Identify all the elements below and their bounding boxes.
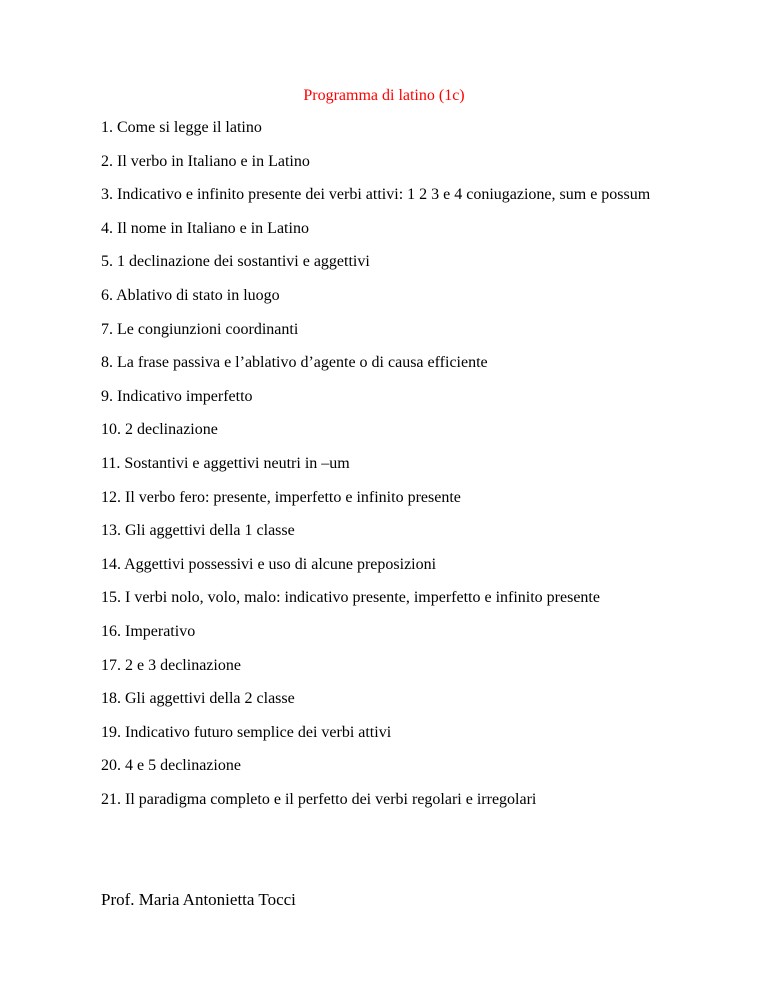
topic-item: 11. Sostantivi e aggettivi neutri in –um	[101, 454, 350, 472]
topic-item: 20. 4 e 5 declinazione	[101, 757, 241, 775]
topic-item: 7. Le congiunzioni coordinanti	[101, 320, 299, 338]
topic-item: 13. Gli aggettivi della 1 classe	[101, 522, 295, 540]
topic-item: 2. Il verbo in Italiano e in Latino	[101, 152, 310, 170]
topic-item: 3. Indicativo e infinito presente dei verbi attivi: 1 2 3 e 4 coniugazione, sum e possum	[101, 186, 651, 204]
topic-list	[101, 118, 741, 823]
topic-item: 15. I verbi nolo, volo, malo: indicativo presente, imperfetto e infinito presente	[101, 589, 600, 607]
topic-item: 9. Indicativo imperfetto	[101, 387, 253, 405]
author-signature: Prof. Maria Antonietta Tocci	[101, 890, 296, 909]
topic-item: 17. 2 e 3 declinazione	[101, 656, 241, 674]
topic-item: 21. Il paradigma completo e il perfetto dei verbi regolari e irregolari	[101, 790, 537, 808]
topic-item: 6. Ablativo di stato in luogo	[101, 286, 280, 304]
topic-item: 18. Gli aggettivi della 2 classe	[101, 690, 295, 708]
topic-item: 10. 2 declinazione	[101, 421, 218, 439]
topic-item: 8. La frase passiva e l’ablativo d’agente o di causa efficiente	[101, 354, 488, 372]
topic-item: 4. Il nome in Italiano e in Latino	[101, 219, 309, 237]
document-title: Programma di latino (1c)	[303, 87, 465, 104]
topic-item: 1. Come si legge il latino	[101, 119, 262, 136]
topic-item: 14. Aggettivi possessivi e uso di alcune preposizioni	[101, 555, 437, 573]
topic-item: 19. Indicativo futuro semplice dei verbi attivi	[101, 723, 392, 741]
topic-item: 12. Il verbo fero: presente, imperfetto e infinito presente	[101, 488, 461, 506]
topic-item: 5. 1 declinazione dei sostantivi e aggettivi	[101, 253, 370, 271]
topic-item: 16. Imperativo	[101, 622, 196, 640]
